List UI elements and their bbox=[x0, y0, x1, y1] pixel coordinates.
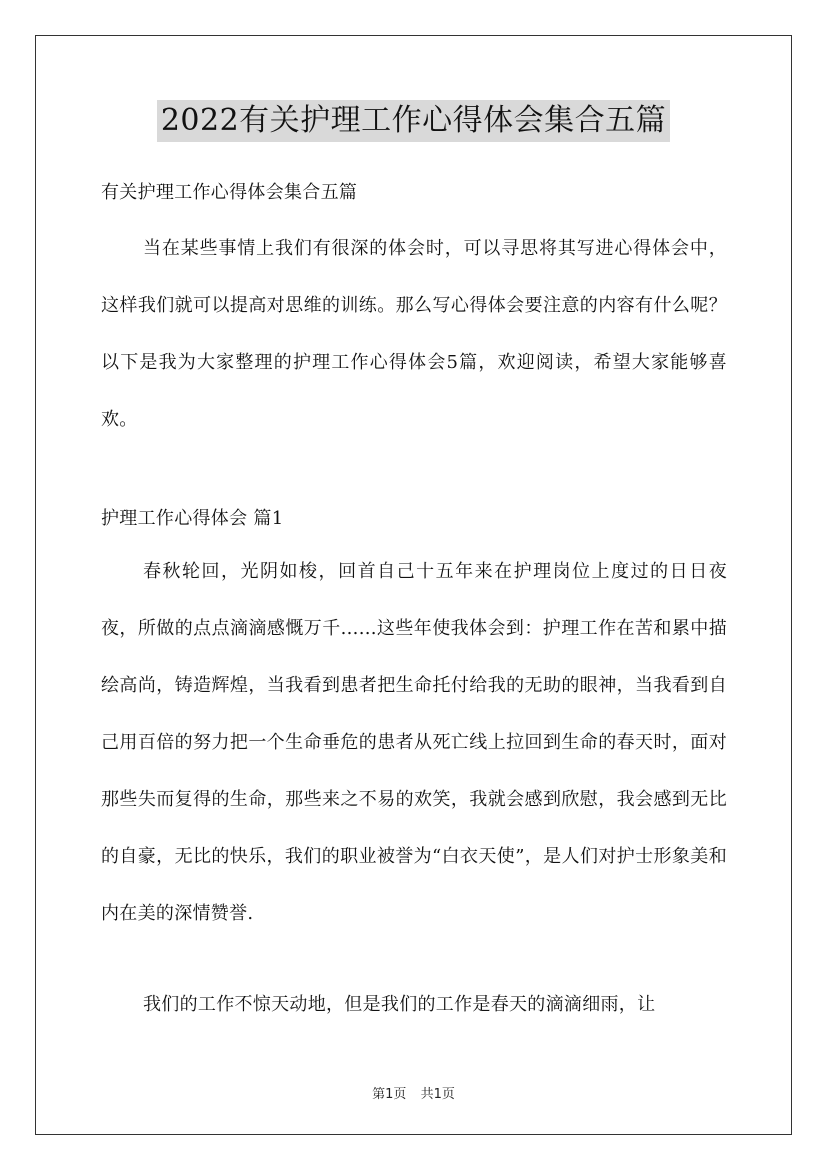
page-total: 共1页 bbox=[420, 1087, 455, 1102]
section-heading: 护理工作心得体会 篇1 bbox=[101, 508, 284, 529]
section-paragraph: 我们的工作不惊天动地，但是我们的工作是春天的滴滴细雨，让 bbox=[143, 994, 656, 1015]
document-title-text: 2022有关护理工作心得体会集合五篇 bbox=[157, 100, 670, 142]
document-subtitle: 有关护理工作心得体会集合五篇 bbox=[101, 182, 358, 203]
document-title bbox=[0, 100, 827, 142]
section-paragraph: 春秋轮回，光阴如梭，回首自己十五年来在护理岗位上度过的日日夜夜，所做的点点滴滴感慨万千......这些年使我体会到：护理工作在苦和累中描绘高尚，铸造辉煌，当我看到患者把生命托付给我的无助的眼神，当我看到自己用百倍的努力把一个生命垂危的患者从死亡线上拉回到生命的春天时，面对那些失而复得的生命，那些来之不易的欢笑，我就会感到欣慰，我会感到无比的自豪，无比的快乐，我们的职业被誉为“白衣天使”，是人们对护士形象美和内在美的深情赞誉. bbox=[101, 561, 727, 924]
page-number: 第1页 bbox=[372, 1087, 407, 1102]
intro-paragraph: 当在某些事情上我们有很深的体会时，可以寻思将其写进心得体会中，这样我们就可以提高对思维的训练。那么写心得体会要注意的内容有什么呢？以下是我为大家整理的护理工作心得体会5篇，欢迎阅读，希望大家能够喜欢。 bbox=[101, 238, 727, 430]
page-footer bbox=[0, 1083, 827, 1102]
